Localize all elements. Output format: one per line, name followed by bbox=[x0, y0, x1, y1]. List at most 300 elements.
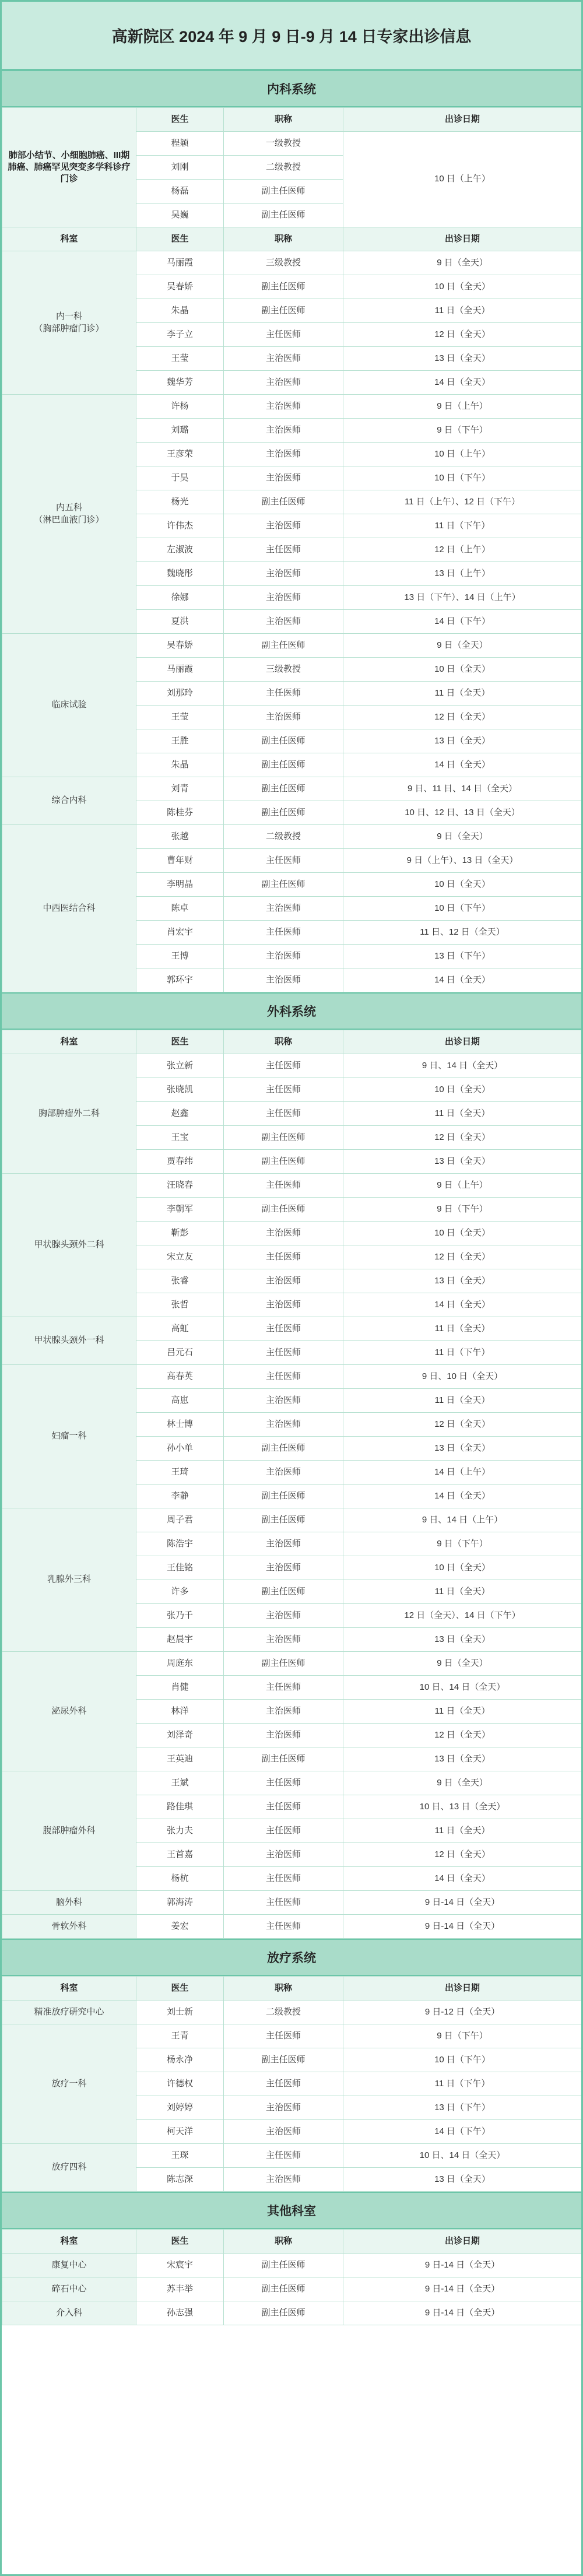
clinic-date: 13 日（全天） bbox=[343, 1437, 582, 1461]
clinic-date: 11 日、12 日（全天） bbox=[343, 921, 582, 945]
clinic-date: 13 日（全天） bbox=[343, 1628, 582, 1652]
doctor-name: 贾春纬 bbox=[136, 1150, 224, 1174]
doctor-name: 王琦 bbox=[136, 1461, 224, 1484]
clinic-date: 10 日、13 日（全天） bbox=[343, 1795, 582, 1819]
department-name: 精准放疗研究中心 bbox=[2, 2001, 136, 2024]
doctor-title: 主治医师 bbox=[224, 562, 343, 586]
doctor-name: 姜宏 bbox=[136, 1915, 224, 1939]
column-header-dept: 科室 bbox=[2, 1977, 136, 2001]
doctor-name: 刘婷婷 bbox=[136, 2096, 224, 2120]
doctor-name: 王首嘉 bbox=[136, 1843, 224, 1867]
doctor-name: 于昊 bbox=[136, 466, 224, 490]
doctor-title: 主任医师 bbox=[224, 1891, 343, 1915]
doctor-title: 副主任医师 bbox=[224, 180, 343, 203]
doctor-title: 副主任医师 bbox=[224, 1580, 343, 1604]
column-header-dept: 科室 bbox=[2, 2230, 136, 2254]
clinic-date: 11 日（下午） bbox=[343, 1341, 582, 1365]
doctor-name: 张越 bbox=[136, 825, 224, 849]
clinic-date: 12 日（全天） bbox=[343, 706, 582, 729]
doctor-name: 吕元石 bbox=[136, 1341, 224, 1365]
doctor-name: 宋宸宇 bbox=[136, 2254, 224, 2277]
doctor-title: 主治医师 bbox=[224, 706, 343, 729]
clinic-date: 13 日（全天） bbox=[343, 1747, 582, 1771]
doctor-name: 高春英 bbox=[136, 1365, 224, 1389]
doctor-title: 副主任医师 bbox=[224, 2301, 343, 2325]
clinic-date: 12 日（上午） bbox=[343, 538, 582, 562]
clinic-date: 9 日（下午） bbox=[343, 2024, 582, 2048]
column-header-dept: 科室 bbox=[2, 1030, 136, 1054]
column-header-date: 出诊日期 bbox=[343, 2230, 582, 2254]
table-row bbox=[2, 2277, 582, 2301]
doctor-title: 主任医师 bbox=[224, 1915, 343, 1939]
doctor-title: 主任医师 bbox=[224, 1341, 343, 1365]
doctor-name: 刘士新 bbox=[136, 2001, 224, 2024]
doctor-title: 主任医师 bbox=[224, 2024, 343, 2048]
clinic-date: 9 日、10 日（全天） bbox=[343, 1365, 582, 1389]
doctor-name: 陈桂芬 bbox=[136, 801, 224, 825]
department-name: 中西医结合科 bbox=[2, 825, 136, 992]
clinic-date: 9 日、11 日、14 日（全天） bbox=[343, 777, 582, 801]
column-header-doctor: 医生 bbox=[136, 1977, 224, 2001]
doctor-name: 杨永净 bbox=[136, 2048, 224, 2072]
doctor-name: 张哲 bbox=[136, 1293, 224, 1317]
doctor-name: 张睿 bbox=[136, 1269, 224, 1293]
doctor-name: 陈卓 bbox=[136, 897, 224, 921]
clinic-date: 10 日（全天） bbox=[343, 873, 582, 897]
doctor-title: 主治医师 bbox=[224, 1628, 343, 1652]
doctor-name: 杨杭 bbox=[136, 1867, 224, 1891]
clinic-date: 12 日（全天） bbox=[343, 1245, 582, 1269]
doctor-name: 柯天洋 bbox=[136, 2120, 224, 2144]
doctor-title: 主治医师 bbox=[224, 1604, 343, 1628]
doctor-name: 许多 bbox=[136, 1580, 224, 1604]
doctor-name: 刘那玲 bbox=[136, 682, 224, 706]
table-row bbox=[2, 395, 582, 419]
clinic-date: 14 日（全天） bbox=[343, 1867, 582, 1891]
doctor-title: 副主任医师 bbox=[224, 1652, 343, 1676]
table-row bbox=[2, 1174, 582, 1198]
column-header-doctor: 医生 bbox=[136, 108, 224, 132]
clinic-date: 14 日（全天） bbox=[343, 753, 582, 777]
column-header-doctor: 医生 bbox=[136, 1030, 224, 1054]
doctor-title: 主任医师 bbox=[224, 682, 343, 706]
doctor-title: 主任医师 bbox=[224, 1102, 343, 1126]
table-row bbox=[2, 634, 582, 658]
doctor-title: 主治医师 bbox=[224, 1843, 343, 1867]
doctor-title: 主治医师 bbox=[224, 395, 343, 419]
department-name: 康复中心 bbox=[2, 2254, 136, 2277]
doctor-title: 主治医师 bbox=[224, 371, 343, 395]
doctor-title: 二级教授 bbox=[224, 825, 343, 849]
clinic-date: 9 日（全天） bbox=[343, 1771, 582, 1795]
schedule-sections bbox=[2, 70, 581, 2574]
table-row bbox=[2, 1891, 582, 1915]
doctor-name: 王彦荣 bbox=[136, 443, 224, 466]
clinic-date: 11 日（全天） bbox=[343, 1580, 582, 1604]
doctor-name: 赵鑫 bbox=[136, 1102, 224, 1126]
doctor-title: 主治医师 bbox=[224, 586, 343, 610]
clinic-date: 12 日（全天） bbox=[343, 1126, 582, 1150]
doctor-name: 林士博 bbox=[136, 1413, 224, 1437]
table-row bbox=[2, 777, 582, 801]
doctor-name: 王青 bbox=[136, 2024, 224, 2048]
clinic-date: 12 日（全天） bbox=[343, 1843, 582, 1867]
table-row bbox=[2, 2024, 582, 2048]
clinic-date: 9 日（全天） bbox=[343, 251, 582, 275]
section-header: 其他科室 bbox=[2, 2192, 581, 2229]
clinic-date: 11 日（全天） bbox=[343, 682, 582, 706]
doctor-name: 王琛 bbox=[136, 2144, 224, 2168]
column-header-title: 职称 bbox=[224, 1977, 343, 2001]
doctor-title: 二级教授 bbox=[224, 156, 343, 180]
doctor-title: 主任医师 bbox=[224, 1771, 343, 1795]
doctor-name: 林洋 bbox=[136, 1700, 224, 1724]
doctor-title: 主治医师 bbox=[224, 1293, 343, 1317]
table-row bbox=[2, 1771, 582, 1795]
doctor-name: 孙小单 bbox=[136, 1437, 224, 1461]
clinic-date: 14 日（全天） bbox=[343, 968, 582, 992]
column-header-doctor: 医生 bbox=[136, 227, 224, 251]
doctor-name: 王宝 bbox=[136, 1126, 224, 1150]
doctor-name: 吴巍 bbox=[136, 203, 224, 227]
doctor-name: 吴春娇 bbox=[136, 634, 224, 658]
clinic-date: 13 日（全天） bbox=[343, 729, 582, 753]
doctor-name: 魏华芳 bbox=[136, 371, 224, 395]
department-name: 妇瘤一科 bbox=[2, 1365, 136, 1508]
doctor-title: 主任医师 bbox=[224, 2072, 343, 2096]
doctor-title: 主治医师 bbox=[224, 2096, 343, 2120]
doctor-name: 郭海涛 bbox=[136, 1891, 224, 1915]
doctor-title: 副主任医师 bbox=[224, 1126, 343, 1150]
clinic-date: 9 日-14 日（全天） bbox=[343, 2301, 582, 2325]
clinic-date: 13 日（下午）、14 日（上午） bbox=[343, 586, 582, 610]
clinic-date: 10 日（全天） bbox=[343, 275, 582, 299]
doctor-name: 程颖 bbox=[136, 132, 224, 156]
doctor-name: 李朝军 bbox=[136, 1198, 224, 1222]
doctor-title: 副主任医师 bbox=[224, 1484, 343, 1508]
doctor-title: 副主任医师 bbox=[224, 2048, 343, 2072]
clinic-date: 11 日（下午） bbox=[343, 514, 582, 538]
doctor-name: 曹年财 bbox=[136, 849, 224, 873]
clinic-date: 11 日（下午） bbox=[343, 2072, 582, 2096]
doctor-title: 二级教授 bbox=[224, 2001, 343, 2024]
doctor-name: 王博 bbox=[136, 945, 224, 968]
department-name: 骨软外科 bbox=[2, 1915, 136, 1939]
doctor-name: 许伟杰 bbox=[136, 514, 224, 538]
section-header: 内科系统 bbox=[2, 70, 581, 107]
table-row bbox=[2, 2144, 582, 2168]
clinic-date: 10 日（全天） bbox=[343, 658, 582, 682]
doctor-title: 主治医师 bbox=[224, 1700, 343, 1724]
department-name: 内一科 （胸部肿瘤门诊） bbox=[2, 251, 136, 395]
doctor-title: 主任医师 bbox=[224, 1365, 343, 1389]
doctor-title: 副主任医师 bbox=[224, 634, 343, 658]
section-header: 放疗系统 bbox=[2, 1939, 581, 1976]
schedule-table bbox=[2, 2229, 582, 2325]
doctor-name: 左淑波 bbox=[136, 538, 224, 562]
doctor-title: 主治医师 bbox=[224, 945, 343, 968]
doctor-title: 主治医师 bbox=[224, 1389, 343, 1413]
clinic-date: 9 日（上午）、13 日（全天） bbox=[343, 849, 582, 873]
doctor-title: 主治医师 bbox=[224, 968, 343, 992]
doctor-title: 主治医师 bbox=[224, 1724, 343, 1747]
doctor-name: 徐娜 bbox=[136, 586, 224, 610]
doctor-name: 夏洪 bbox=[136, 610, 224, 634]
clinic-date: 14 日（上午） bbox=[343, 1461, 582, 1484]
clinic-date: 10 日（上午） bbox=[343, 443, 582, 466]
doctor-name: 肖健 bbox=[136, 1676, 224, 1700]
clinic-date: 11 日（全天） bbox=[343, 1102, 582, 1126]
doctor-title: 主治医师 bbox=[224, 610, 343, 634]
doctor-name: 朱晶 bbox=[136, 753, 224, 777]
column-header-date: 出诊日期 bbox=[343, 1977, 582, 2001]
clinic-date: 10 日、14 日（全天） bbox=[343, 2144, 582, 2168]
doctor-title: 主治医师 bbox=[224, 1222, 343, 1245]
doctor-name: 吴春娇 bbox=[136, 275, 224, 299]
doctor-name: 许德权 bbox=[136, 2072, 224, 2096]
clinic-date: 11 日（全天） bbox=[343, 1819, 582, 1843]
clinic-date: 10 日（下午） bbox=[343, 897, 582, 921]
doctor-title: 主治医师 bbox=[224, 514, 343, 538]
clinic-date: 9 日（上午） bbox=[343, 395, 582, 419]
department-name: 放疗一科 bbox=[2, 2024, 136, 2144]
clinic-date: 9 日、14 日（上午） bbox=[343, 1508, 582, 1532]
department-name: 脑外科 bbox=[2, 1891, 136, 1915]
department-name: 胸部肿瘤外二科 bbox=[2, 1054, 136, 1174]
clinic-date: 13 日（下午） bbox=[343, 2096, 582, 2120]
clinic-date: 9 日（下午） bbox=[343, 419, 582, 443]
clinic-date: 9 日-14 日（全天） bbox=[343, 1915, 582, 1939]
clinic-date: 10 日（全天） bbox=[343, 1556, 582, 1580]
doctor-title: 主治医师 bbox=[224, 443, 343, 466]
doctor-name: 宋立友 bbox=[136, 1245, 224, 1269]
doctor-name: 李静 bbox=[136, 1484, 224, 1508]
table-row bbox=[2, 1365, 582, 1389]
doctor-name: 张晓凯 bbox=[136, 1078, 224, 1102]
clinic-date: 9 日-14 日（全天） bbox=[343, 1891, 582, 1915]
clinic-date: 13 日（全天） bbox=[343, 1150, 582, 1174]
department-name: 腹部肿瘤外科 bbox=[2, 1771, 136, 1891]
doctor-title: 主治医师 bbox=[224, 347, 343, 371]
table-row bbox=[2, 1508, 582, 1532]
clinic-date: 10 日（上午） bbox=[343, 132, 582, 227]
doctor-title: 主任医师 bbox=[224, 1054, 343, 1078]
column-header-row bbox=[2, 1977, 582, 2001]
column-header-date: 出诊日期 bbox=[343, 227, 582, 251]
mdt-clinic-label: 肺部小结节、小细胞肺癌、III期肺癌、肺癌罕见突变多学科诊疗门诊 bbox=[2, 108, 136, 227]
doctor-title: 主治医师 bbox=[224, 897, 343, 921]
clinic-date: 10 日（全天） bbox=[343, 1078, 582, 1102]
doctor-title: 副主任医师 bbox=[224, 275, 343, 299]
doctor-title: 主治医师 bbox=[224, 2120, 343, 2144]
doctor-name: 孙志强 bbox=[136, 2301, 224, 2325]
column-header-row bbox=[2, 2230, 582, 2254]
doctor-name: 苏丰举 bbox=[136, 2277, 224, 2301]
doctor-name: 马丽霞 bbox=[136, 251, 224, 275]
clinic-date: 9 日-12 日（全天） bbox=[343, 2001, 582, 2024]
doctor-title: 主治医师 bbox=[224, 466, 343, 490]
schedule-table bbox=[2, 1976, 582, 2192]
doctor-title: 三级教授 bbox=[224, 658, 343, 682]
doctor-name: 刘泽奇 bbox=[136, 1724, 224, 1747]
table-row bbox=[2, 2301, 582, 2325]
doctor-title: 副主任医师 bbox=[224, 2277, 343, 2301]
doctor-title: 主治医师 bbox=[224, 1532, 343, 1556]
doctor-title: 主任医师 bbox=[224, 1795, 343, 1819]
doctor-title: 主任医师 bbox=[224, 1174, 343, 1198]
doctor-name: 刘青 bbox=[136, 777, 224, 801]
table-row bbox=[2, 1054, 582, 1078]
clinic-date: 10 日（全天） bbox=[343, 1222, 582, 1245]
doctor-name: 马丽霞 bbox=[136, 658, 224, 682]
doctor-title: 主治医师 bbox=[224, 419, 343, 443]
clinic-date: 11 日（全天） bbox=[343, 1389, 582, 1413]
doctor-title: 副主任医师 bbox=[224, 777, 343, 801]
department-name: 综合内科 bbox=[2, 777, 136, 825]
doctor-name: 张乃千 bbox=[136, 1604, 224, 1628]
clinic-date: 12 日（全天）、14 日（下午） bbox=[343, 1604, 582, 1628]
column-header-row bbox=[2, 1030, 582, 1054]
doctor-title: 副主任医师 bbox=[224, 753, 343, 777]
column-header-title: 职称 bbox=[224, 108, 343, 132]
doctor-name: 刘刚 bbox=[136, 156, 224, 180]
doctor-title: 主任医师 bbox=[224, 921, 343, 945]
doctor-title: 副主任医师 bbox=[224, 203, 343, 227]
doctor-name: 王胜 bbox=[136, 729, 224, 753]
column-header-title: 职称 bbox=[224, 1030, 343, 1054]
doctor-name: 周庭东 bbox=[136, 1652, 224, 1676]
doctor-title: 主治医师 bbox=[224, 2168, 343, 2192]
clinic-date: 10 日、14 日（全天） bbox=[343, 1676, 582, 1700]
page-title: 高新院区 2024 年 9 月 9 日-9 月 14 日专家出诊信息 bbox=[2, 2, 581, 70]
doctor-name: 魏晓彤 bbox=[136, 562, 224, 586]
table-row bbox=[2, 251, 582, 275]
doctor-name: 高虹 bbox=[136, 1317, 224, 1341]
doctor-title: 主治医师 bbox=[224, 1269, 343, 1293]
doctor-title: 主任医师 bbox=[224, 1317, 343, 1341]
clinic-date: 9 日（上午） bbox=[343, 1174, 582, 1198]
clinic-date: 14 日（下午） bbox=[343, 610, 582, 634]
clinic-date: 10 日（下午） bbox=[343, 466, 582, 490]
doctor-name: 张立新 bbox=[136, 1054, 224, 1078]
column-header-date: 出诊日期 bbox=[343, 108, 582, 132]
doctor-title: 主任医师 bbox=[224, 538, 343, 562]
department-name: 放疗四科 bbox=[2, 2144, 136, 2192]
doctor-title: 一级教授 bbox=[224, 132, 343, 156]
doctor-name: 张力夫 bbox=[136, 1819, 224, 1843]
clinic-date: 12 日（全天） bbox=[343, 1413, 582, 1437]
doctor-name: 杨光 bbox=[136, 490, 224, 514]
column-header-doctor: 医生 bbox=[136, 2230, 224, 2254]
column-header-date: 出诊日期 bbox=[343, 1030, 582, 1054]
clinic-date: 9 日（下午） bbox=[343, 1198, 582, 1222]
schedule-table bbox=[2, 1030, 582, 1939]
department-name: 甲状腺头颈外二科 bbox=[2, 1174, 136, 1317]
clinic-date: 12 日（全天） bbox=[343, 323, 582, 347]
doctor-title: 主任医师 bbox=[224, 1078, 343, 1102]
doctor-name: 李子立 bbox=[136, 323, 224, 347]
table-row bbox=[2, 1317, 582, 1341]
department-name: 甲状腺头颈外一科 bbox=[2, 1317, 136, 1365]
doctor-name: 许杨 bbox=[136, 395, 224, 419]
doctor-title: 主任医师 bbox=[224, 849, 343, 873]
doctor-title: 副主任医师 bbox=[224, 1747, 343, 1771]
doctor-title: 主任医师 bbox=[224, 1676, 343, 1700]
clinic-date: 9 日（下午） bbox=[343, 1532, 582, 1556]
doctor-title: 三级教授 bbox=[224, 251, 343, 275]
doctor-title: 主任医师 bbox=[224, 2144, 343, 2168]
department-name: 泌尿外科 bbox=[2, 1652, 136, 1771]
doctor-title: 副主任医师 bbox=[224, 1150, 343, 1174]
clinic-date: 14 日（全天） bbox=[343, 1293, 582, 1317]
clinic-date: 9 日（全天） bbox=[343, 1652, 582, 1676]
clinic-date: 13 日（全天） bbox=[343, 2168, 582, 2192]
clinic-date: 13 日（全天） bbox=[343, 1269, 582, 1293]
department-name: 碎石中心 bbox=[2, 2277, 136, 2301]
doctor-name: 杨磊 bbox=[136, 180, 224, 203]
doctor-name: 王英迪 bbox=[136, 1747, 224, 1771]
clinic-date: 9 日-14 日（全天） bbox=[343, 2254, 582, 2277]
doctor-name: 汪晓春 bbox=[136, 1174, 224, 1198]
table-row bbox=[2, 1915, 582, 1939]
clinic-date: 11 日（全天） bbox=[343, 1317, 582, 1341]
doctor-title: 主任医师 bbox=[224, 1245, 343, 1269]
department-name: 乳腺外三科 bbox=[2, 1508, 136, 1652]
clinic-date: 11 日（全天） bbox=[343, 1700, 582, 1724]
clinic-date: 14 日（下午） bbox=[343, 2120, 582, 2144]
clinic-date: 9 日、14 日（全天） bbox=[343, 1054, 582, 1078]
doctor-title: 主治医师 bbox=[224, 1556, 343, 1580]
clinic-date: 10 日、12 日、13 日（全天） bbox=[343, 801, 582, 825]
section-header: 外科系统 bbox=[2, 992, 581, 1030]
department-name: 介入科 bbox=[2, 2301, 136, 2325]
clinic-date: 13 日（上午） bbox=[343, 562, 582, 586]
doctor-name: 朱晶 bbox=[136, 299, 224, 323]
clinic-date: 14 日（全天） bbox=[343, 371, 582, 395]
clinic-date: 11 日（上午）、12 日（下午） bbox=[343, 490, 582, 514]
doctor-name: 郭环宇 bbox=[136, 968, 224, 992]
doctor-name: 李明晶 bbox=[136, 873, 224, 897]
doctor-title: 主治医师 bbox=[224, 1461, 343, 1484]
table-row bbox=[2, 2254, 582, 2277]
doctor-title: 副主任医师 bbox=[224, 1508, 343, 1532]
clinic-date: 10 日（下午） bbox=[343, 2048, 582, 2072]
doctor-title: 主任医师 bbox=[224, 323, 343, 347]
table-row bbox=[2, 1652, 582, 1676]
clinic-date: 14 日（全天） bbox=[343, 1484, 582, 1508]
clinic-date: 13 日（全天） bbox=[343, 347, 582, 371]
clinic-date: 11 日（全天） bbox=[343, 299, 582, 323]
doctor-title: 副主任医师 bbox=[224, 490, 343, 514]
doctor-title: 主任医师 bbox=[224, 1819, 343, 1843]
schedule-table bbox=[2, 107, 582, 992]
doctor-title: 副主任医师 bbox=[224, 1437, 343, 1461]
doctor-name: 王莹 bbox=[136, 706, 224, 729]
clinic-date: 9 日（全天） bbox=[343, 634, 582, 658]
clinic-date: 13 日（下午） bbox=[343, 945, 582, 968]
clinic-date: 12 日（全天） bbox=[343, 1724, 582, 1747]
doctor-name: 王斌 bbox=[136, 1771, 224, 1795]
doctor-title: 副主任医师 bbox=[224, 299, 343, 323]
doctor-name: 王佳铭 bbox=[136, 1556, 224, 1580]
doctor-name: 赵晨宇 bbox=[136, 1628, 224, 1652]
doctor-name: 陈志深 bbox=[136, 2168, 224, 2192]
table-row bbox=[2, 2001, 582, 2024]
doctor-title: 副主任医师 bbox=[224, 2254, 343, 2277]
column-header-title: 职称 bbox=[224, 2230, 343, 2254]
doctor-name: 王莹 bbox=[136, 347, 224, 371]
doctor-name: 肖宏宇 bbox=[136, 921, 224, 945]
